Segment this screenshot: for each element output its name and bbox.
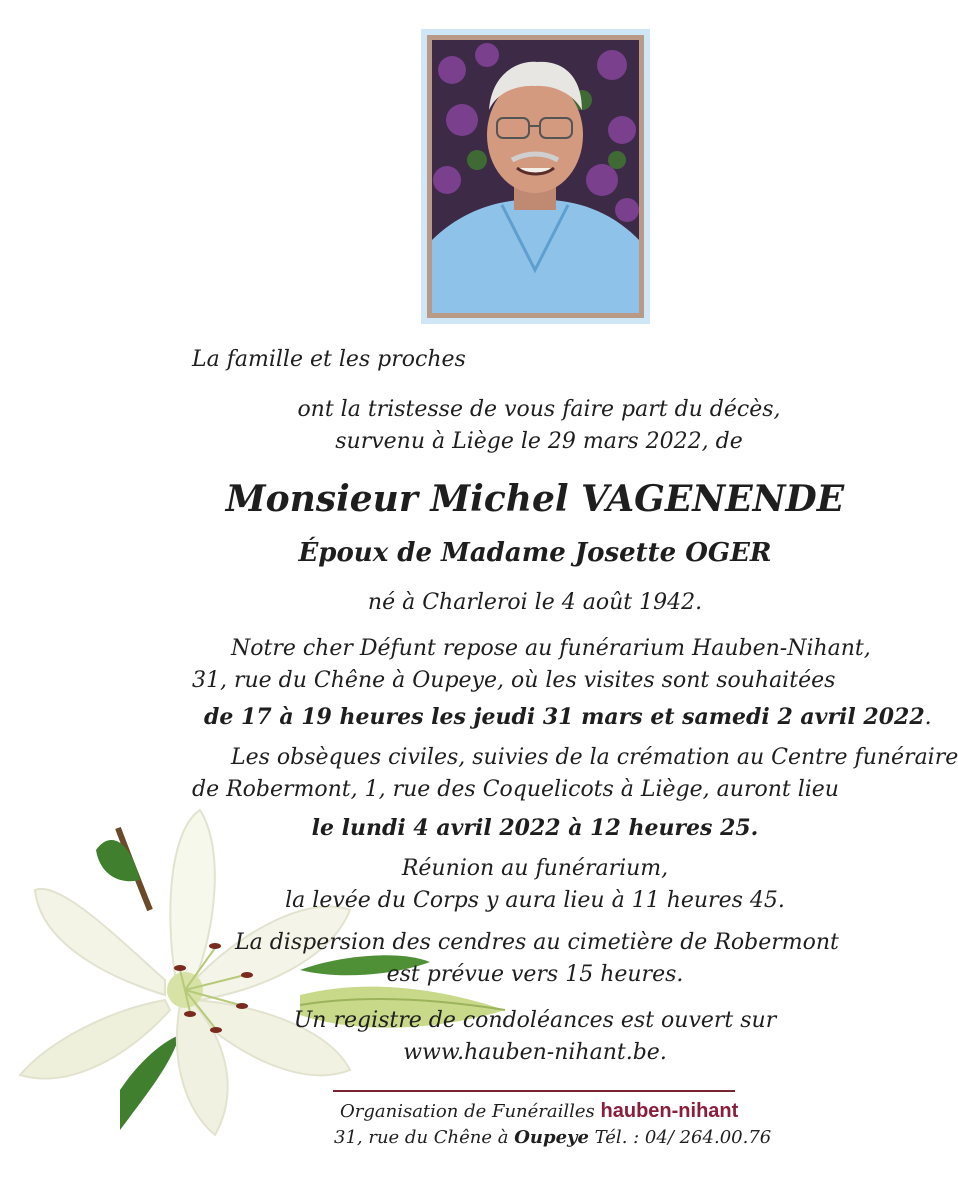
- footer-org-label: Organisation de Funérailles: [340, 1101, 595, 1122]
- meeting-line-2: la levée du Corps y aura lieu à 11 heures 45.: [285, 888, 785, 913]
- announce-line-1: ont la tristesse de vous faire part du décès,: [297, 397, 781, 422]
- portrait-frame: [421, 29, 650, 324]
- funeral-line-2: de Robermont, 1, rue des Coquelicots à Liège, auront lieu: [192, 777, 839, 802]
- ashes-line-1: La dispersion des cendres au cimetière de Robermont: [235, 930, 839, 955]
- portrait-photo: [432, 40, 639, 313]
- birth-line: né à Charleroi le 4 août 1942.: [367, 590, 703, 615]
- footer-divider: [333, 1090, 735, 1092]
- register-line-1: Un registre de condoléances est ouvert sur: [293, 1008, 777, 1033]
- footer-address: 31, rue du Chêne à: [334, 1127, 509, 1148]
- footer-phone: Tél. : 04/ 264.00.76: [594, 1127, 772, 1148]
- footer-address-line: [334, 1127, 771, 1148]
- intro-text: La famille et les proches: [192, 347, 466, 372]
- visit-period: .: [924, 705, 932, 730]
- ashes-line-2: est prévue vers 15 heures.: [386, 962, 684, 987]
- meeting-line-1: Réunion au funérarium,: [401, 856, 669, 881]
- spouse-line: Époux de Madame Josette OGER: [298, 538, 772, 568]
- footer-org-line: [340, 1100, 738, 1123]
- register-website[interactable]: www.hauben-nihant.be.: [403, 1040, 667, 1065]
- visit-line-3: [204, 703, 932, 732]
- announce-line-2: survenu à Liège le 29 mars 2022, de: [335, 429, 743, 454]
- portrait-mat: [427, 35, 644, 318]
- footer-city: Oupeye: [514, 1127, 589, 1148]
- funeral-line-1: Les obsèques civiles, suivies de la crémation au Centre funéraire: [231, 745, 958, 770]
- deceased-name: Monsieur Michel VAGENENDE: [225, 478, 845, 520]
- brand-logo-text: hauben-nihant: [600, 1100, 739, 1122]
- funeral-date: le lundi 4 avril 2022 à 12 heures 25.: [311, 815, 759, 841]
- visit-dates: de 17 à 19 heures les jeudi 31 mars et samedi 2 avril 2022: [204, 704, 925, 730]
- visit-line-1: Notre cher Défunt repose au funérarium Hauben-Nihant,: [231, 636, 871, 661]
- visit-line-2: 31, rue du Chêne à Oupeye, où les visites sont souhaitées: [192, 668, 836, 693]
